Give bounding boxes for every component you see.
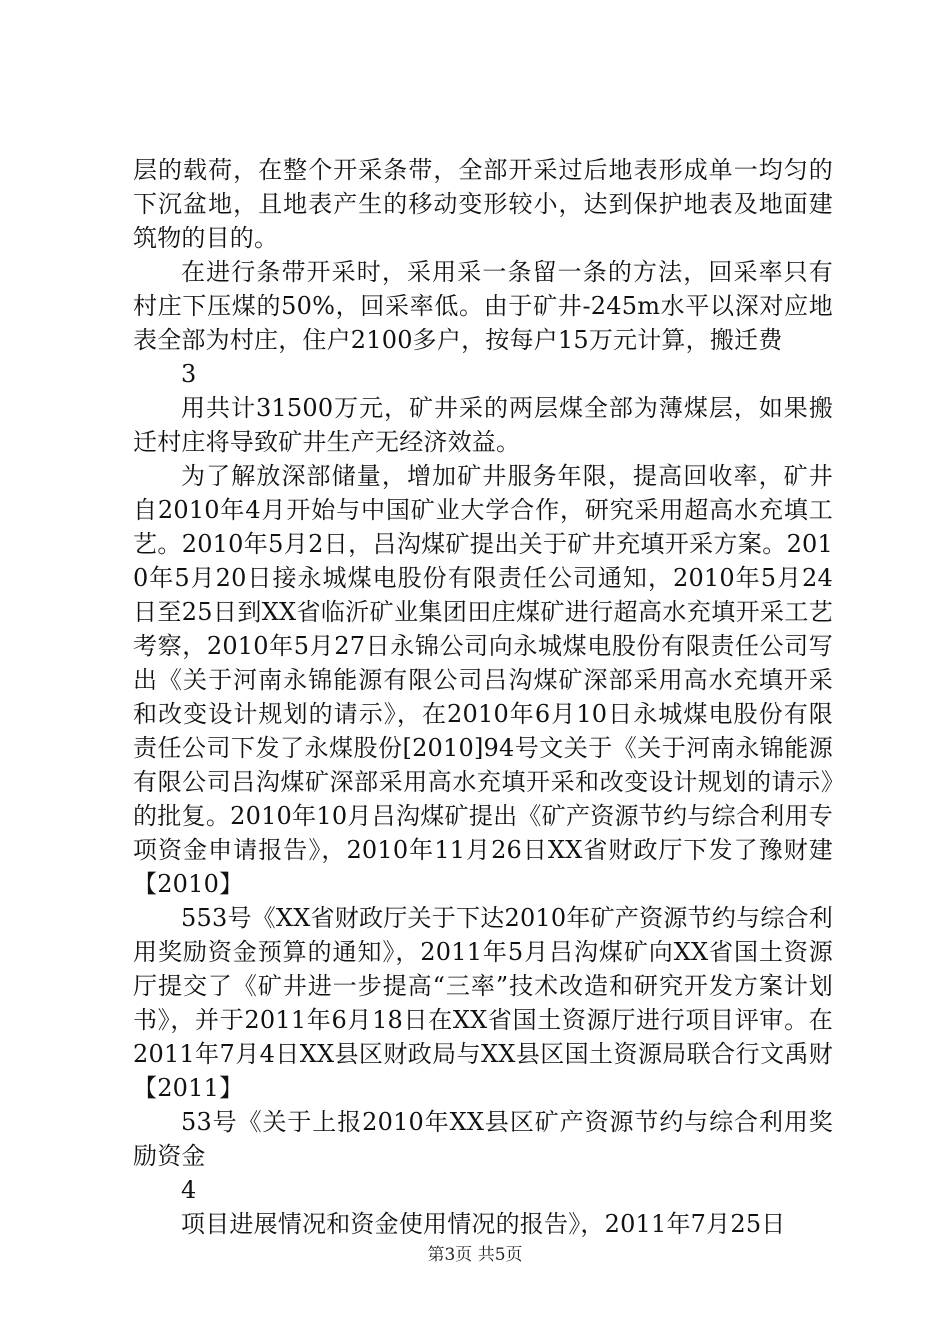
paragraph: 53号《关于上报2010年XX县区矿产资源节约与综合利用奖励资金 — [133, 1108, 833, 1170]
inline-page-number: 4 — [181, 1176, 197, 1204]
paragraph: 553号《XX省财政厅关于下达2010年矿产资源节约与综合利用奖励资金预算的通知》，2011年5月吕沟煤矿向XX省国土资源厅提交了《矿井进一步提高“三率”技术改造和研究开发方案计划书》，并于2011年6月18日在XX省国土资源厅进行项目评审。在2011年7月4日XX县区财政局与XX县区国土资源局联合行文禹财【2011】 — [133, 904, 833, 1102]
paragraph: 层的载荷，在整个开采条带，全部开采过后地表形成单一均匀的下沉盆地，且地表产生的移动变形较小，达到保护地表及地面建筑物的目的。 — [133, 156, 833, 252]
paragraph: 项目进展情况和资金使用情况的报告》，2011年7月25日 — [181, 1210, 786, 1238]
inline-page-number: 3 — [181, 360, 197, 388]
paragraph: 为了解放深部储量，增加矿井服务年限，提高回收率，矿井自2010年4月开始与中国矿业大学合作，研究采用超高水充填工艺。2010年5月2日，吕沟煤矿提出关于矿井充填开采方案。2010年5月20日接永城煤电股份有限责任公司通知，2010年5月24日至25日到XX省临沂矿业集团田庄煤矿进行超高水充填开采工艺考察，2010年5月27日永锦公司向永城煤电股份有限责任公司写出《关于河南永锦能源有限公司吕沟煤矿深部采用高水充填开采和改变设计规划的请示》，在2010年6月10日永城煤电股份有限责任公司下发了永煤股份[2010]94号文关于《关于河南永锦能源有限公司吕沟煤矿深部采用高水充填开采和改变设计规划的请示》的批复。2010年10月吕沟煤矿提出《矿产资源节约与综合利用专项资金申请报告》，2010年11月26日XX省财政厅下发了豫财建【2010】 — [133, 462, 833, 898]
page-footer: 第3页 共5页 — [427, 1245, 523, 1265]
paragraph: 在进行条带开采时，采用采一条留一条的方法，回采率只有村庄下压煤的50%，回采率低。由于矿井-245m水平以深对应地表全部为村庄，住户2100多户，按每户15万元计算，搬迁费 — [133, 258, 833, 354]
paragraph: 用共计31500万元，矿井采的两层煤全部为薄煤层，如果搬迁村庄将导致矿井生产无经济效益。 — [133, 394, 833, 456]
document-body — [133, 153, 833, 1241]
